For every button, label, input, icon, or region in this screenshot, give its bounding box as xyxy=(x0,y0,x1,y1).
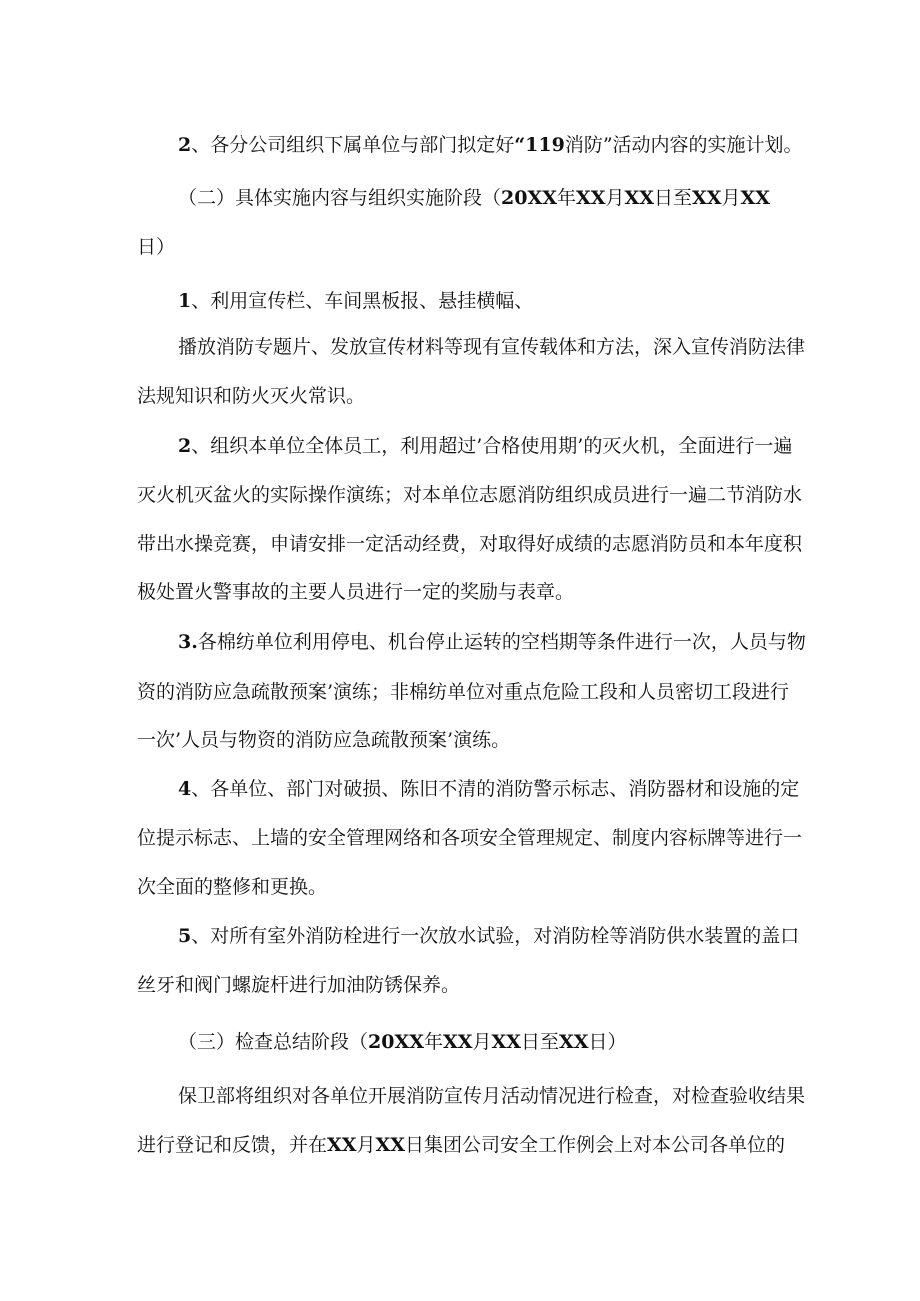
paragraph-line xyxy=(178,437,792,456)
bold-text-run: XX xyxy=(575,187,606,209)
text-run: 日至 xyxy=(653,187,692,209)
bold-text-run: 1 xyxy=(178,290,192,312)
paragraph-line xyxy=(178,189,770,208)
text-run: 资的消防应急疏散预案’演练；非棉纺单位对重点危险工段和人员密切工段进行 xyxy=(137,681,790,703)
text-run: 、各分公司组织下属单位与部门拟定好 xyxy=(191,134,515,156)
text-run: 消防”活动内容的实施计划。 xyxy=(564,134,803,156)
text-run: 月 xyxy=(721,187,741,209)
text-run: 日至 xyxy=(520,1031,559,1053)
paragraph-line xyxy=(137,535,802,554)
paragraph-line xyxy=(137,878,327,897)
section-heading xyxy=(178,1033,626,1052)
paragraph-line xyxy=(137,387,365,406)
bold-text-run: 4 xyxy=(178,778,192,800)
bold-text-run: XX xyxy=(442,1031,473,1053)
paragraph-line xyxy=(137,976,460,995)
paragraph-line xyxy=(178,1087,805,1106)
text-run: 、对所有室外消防栓进行一次放水试验，对消防栓等消防供水装置的盖口 xyxy=(191,925,800,947)
text-run: 次全面的整修和更换。 xyxy=(137,876,328,898)
text-run: 月 xyxy=(472,1031,492,1053)
paragraph-line xyxy=(137,486,802,505)
text-run: 年 xyxy=(423,1031,443,1053)
paragraph-line xyxy=(137,583,574,602)
bold-text-run: “119 xyxy=(514,134,565,156)
paragraph-line xyxy=(178,633,806,652)
text-run: 丝牙和阀门螺旋杆进行加油防锈保养。 xyxy=(137,974,461,996)
text-run: 各棉纺单位利用停电、机台停止运转的空档期等条件进行一次，人员与物 xyxy=(197,631,806,653)
text-run: 年 xyxy=(556,187,576,209)
text-run: 法规知识和防火灭火常识。 xyxy=(137,385,366,407)
paragraph-line xyxy=(178,292,533,311)
text-run: 日） xyxy=(137,236,176,258)
text-run: 保卫部将组织对各单位开展消防宣传月活动情况进行检查，对检查验收结果 xyxy=(178,1085,806,1107)
text-run: （三）检查总结阶段（ xyxy=(178,1031,369,1053)
paragraph-line xyxy=(137,683,789,702)
text-run: 月 xyxy=(356,1134,376,1156)
text-run: 一次’人员与物资的消防应急疏散预案’演练。 xyxy=(137,729,511,751)
text-run: 、组织本单位全体员工，利用超过’合格使用期’的灭火机，全面进行一遍 xyxy=(191,435,793,457)
text-run: 、利用宣传栏、车间黑板报、悬挂横幅、 xyxy=(191,290,534,312)
bold-text-run: XX xyxy=(327,1134,357,1156)
paragraph-line xyxy=(137,238,175,257)
paragraph-line xyxy=(178,338,805,357)
bold-text-run: 3. xyxy=(178,631,198,653)
paragraph-line xyxy=(178,927,799,946)
text-run: 带出水操竞赛，申请安排一定活动经费，对取得好成绩的志愿消防员和本年度积 xyxy=(137,533,803,555)
text-run: 月 xyxy=(605,187,625,209)
text-run: 位提示标志、上墙的安全管理网络和各项安全管理规定、制度内容标牌等进行一 xyxy=(137,827,803,849)
bold-text-run: XX xyxy=(491,1031,521,1053)
text-run: 进行登记和反馈，并在 xyxy=(137,1134,328,1156)
paragraph-line xyxy=(137,829,802,848)
bold-text-run: XX xyxy=(558,1031,589,1053)
text-run: 、各单位、部门对破损、陈旧不清的消防警示标志、消防器材和设施的定 xyxy=(191,778,800,800)
paragraph-line xyxy=(137,1136,785,1155)
text-run: 极处置火警事故的主要人员进行一定的奖励与表章。 xyxy=(137,581,575,603)
paragraph-line xyxy=(178,780,799,799)
bold-text-run: 5 xyxy=(178,925,192,947)
text-run: 播放消防专题片、发放宣传材料等现有宣传载体和方法，深入宣传消防法律 xyxy=(178,336,806,358)
text-run: 日集团公司安全工作例会上对本公司各单位的 xyxy=(405,1134,786,1156)
paragraph-line xyxy=(178,136,803,155)
text-run: 日） xyxy=(588,1031,627,1053)
bold-text-run: XX xyxy=(691,187,722,209)
bold-text-run: 2 xyxy=(178,435,192,457)
paragraph-line xyxy=(137,731,510,750)
text-run: （二）具体实施内容与组织实施阶段（ xyxy=(178,187,502,209)
bold-text-run: XX xyxy=(624,187,654,209)
bold-text-run: XX xyxy=(740,187,770,209)
bold-text-run: XX xyxy=(375,1134,405,1156)
bold-text-run: 20XX xyxy=(501,187,557,209)
bold-text-run: 2 xyxy=(178,134,192,156)
bold-text-run: 20XX xyxy=(368,1031,424,1053)
text-run: 灭火机灭盆火的实际操作演练；对本单位志愿消防组织成员进行一遍二节消防水 xyxy=(137,484,803,506)
